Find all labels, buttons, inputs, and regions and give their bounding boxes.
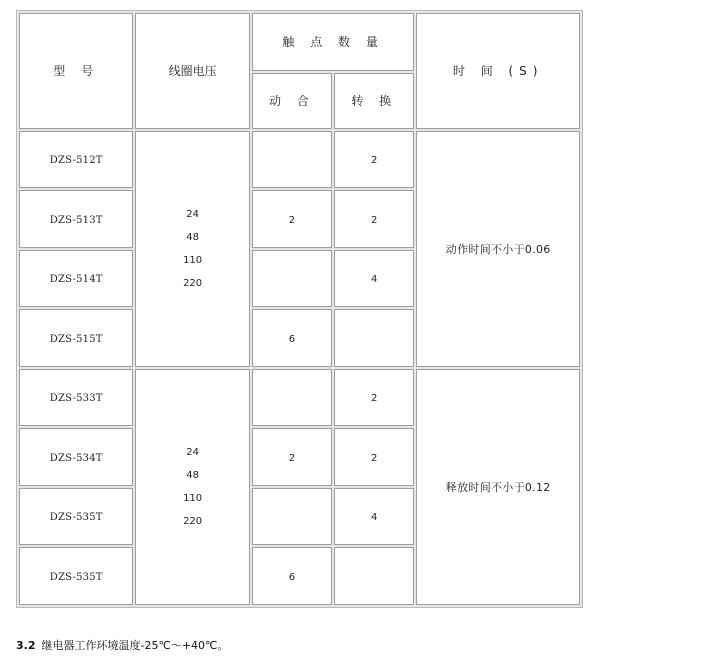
changeover-cell xyxy=(334,428,414,486)
relay-spec-table xyxy=(16,10,583,608)
make-cell xyxy=(252,250,332,308)
header-voltage-cell xyxy=(135,13,249,129)
make-cell xyxy=(252,547,332,605)
make-value: 6 xyxy=(288,571,296,583)
header-contact-count-cell xyxy=(252,13,415,71)
make-cell xyxy=(252,369,332,427)
time-value: 动作时间不小于0.06 xyxy=(445,242,551,256)
changeover-value: 4 xyxy=(371,512,378,524)
changeover-cell xyxy=(334,488,414,546)
note-text: 继电器工作环境温度-25℃～+40℃。 xyxy=(41,639,229,652)
make-cell xyxy=(252,309,332,367)
model-value: DZS-535T xyxy=(49,512,103,524)
model-value: DZS-515T xyxy=(49,333,103,345)
header-model: 型 号 xyxy=(53,64,100,79)
model-value: DZS-512T xyxy=(49,155,103,167)
changeover-cell xyxy=(334,547,414,605)
make-cell xyxy=(252,488,332,546)
header-time: 时 间 (S) xyxy=(452,64,544,79)
header-make: 动 合 xyxy=(269,94,315,109)
header-changeover: 转 换 xyxy=(351,94,398,109)
changeover-cell xyxy=(334,250,414,308)
changeover-cell xyxy=(334,131,414,189)
voltage-value: 110 xyxy=(183,254,203,266)
make-cell xyxy=(252,428,332,486)
changeover-value: 2 xyxy=(371,155,378,167)
voltage-value: 24 xyxy=(186,446,199,458)
changeover-cell xyxy=(334,309,414,367)
time-cell xyxy=(416,131,580,367)
header-changeover-cell xyxy=(334,73,414,129)
make-value: 2 xyxy=(288,214,296,226)
voltage-value: 24 xyxy=(186,208,199,220)
model-value: DZS-534T xyxy=(49,452,103,464)
table-row xyxy=(19,369,580,427)
table-row xyxy=(19,131,580,189)
model-cell xyxy=(19,547,133,605)
note-section-number: 3.2 xyxy=(16,639,36,652)
make-cell xyxy=(252,131,332,189)
header-time-cell xyxy=(416,13,580,129)
voltage-value: 110 xyxy=(183,492,203,504)
voltage-value: 48 xyxy=(186,469,199,481)
model-cell xyxy=(19,131,133,189)
model-cell xyxy=(19,369,133,427)
model-value: DZS-535T xyxy=(49,571,103,583)
model-value: DZS-514T xyxy=(49,274,103,286)
model-cell xyxy=(19,488,133,546)
model-cell xyxy=(19,190,133,248)
header-coil-voltage: 线圈电压 xyxy=(168,64,217,79)
changeover-value: 2 xyxy=(371,214,378,226)
time-cell xyxy=(416,369,580,605)
model-cell xyxy=(19,309,133,367)
spec-table-container xyxy=(16,10,583,608)
header-contact-count: 触 点 数 量 xyxy=(282,35,384,50)
voltage-cell xyxy=(135,131,249,367)
model-value: DZS-533T xyxy=(49,393,103,405)
header-row-top xyxy=(19,13,580,71)
changeover-value: 4 xyxy=(371,274,378,286)
voltage-value: 220 xyxy=(183,277,203,289)
voltage-list xyxy=(136,447,248,527)
make-value: 6 xyxy=(288,333,296,345)
make-value: 2 xyxy=(288,452,296,464)
changeover-value: 2 xyxy=(371,393,378,405)
make-cell xyxy=(252,190,332,248)
changeover-cell xyxy=(334,190,414,248)
time-value: 释放时间不小于0.12 xyxy=(445,480,551,494)
voltage-value: 220 xyxy=(183,515,203,527)
voltage-value: 48 xyxy=(186,231,199,243)
model-cell xyxy=(19,250,133,308)
voltage-cell xyxy=(135,369,249,605)
temperature-note xyxy=(16,637,228,653)
header-make-cell xyxy=(252,73,332,129)
model-cell xyxy=(19,428,133,486)
voltage-list xyxy=(136,209,248,289)
model-value: DZS-513T xyxy=(49,214,103,226)
changeover-cell xyxy=(334,369,414,427)
changeover-value: 2 xyxy=(371,452,378,464)
header-model-cell xyxy=(19,13,133,129)
